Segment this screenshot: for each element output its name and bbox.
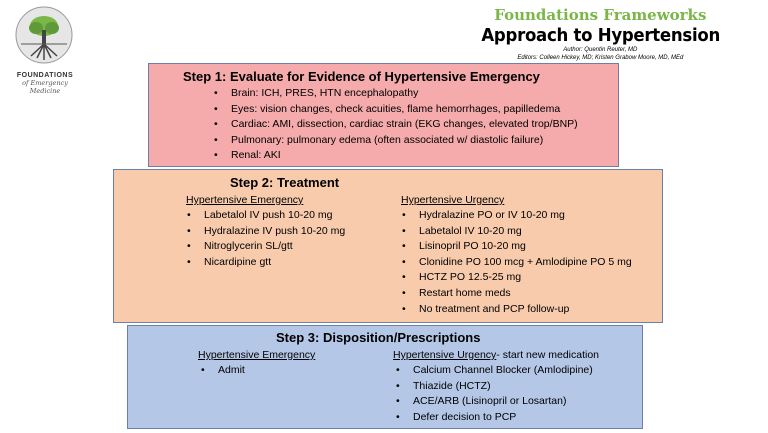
list-item: • Renal: AKI (211, 148, 578, 164)
list-item: • Eyes: vision changes, check acuities, flame hemorrhages, papilledema (211, 102, 578, 118)
list-item: • Defer decision to PCP (393, 410, 593, 426)
step3-urgency-title: Hypertensive Urgency (393, 349, 497, 361)
step2-title: Step 2: Treatment (230, 175, 340, 190)
list-item: • ACE/ARB (Lisinopril or Losartan) (393, 394, 593, 410)
step3-urgency-heading (393, 349, 599, 361)
step1-list (211, 86, 578, 164)
step2-emergency-list (184, 208, 345, 270)
list-item: • Cardiac: AMI, dissection, cardiac strain (EKG changes, elevated trop/BNP) (211, 117, 578, 133)
list-item: • Labetalol IV push 10-20 mg (184, 208, 345, 224)
tree-logo-icon (15, 6, 73, 64)
header (471, 6, 730, 62)
list-item: • Nicardipine gtt (184, 255, 345, 271)
list-item: • Pulmonary: pulmonary edema (often associated w/ diastolic failure) (211, 133, 578, 149)
step3-emergency-heading: Hypertensive Emergency (198, 349, 316, 361)
step2-box (113, 169, 663, 323)
list-item: • Thiazide (HCTZ) (393, 379, 593, 395)
step2-emergency-heading: Hypertensive Emergency (186, 194, 304, 206)
list-item: • Hydralazine IV push 10-20 mg (184, 224, 345, 240)
step3-title: Step 3: Disposition/Prescriptions (276, 330, 481, 345)
logo-subtitle: of Emergency Medicine (22, 79, 68, 95)
list-item: • Restart home meds (399, 286, 632, 302)
list-item: • HCTZ PO 12.5-25 mg (399, 270, 632, 286)
step2-urgency-heading: Hypertensive Urgency (401, 194, 505, 206)
foundations-logo (8, 6, 82, 95)
author-credit: Author: Quentin Reuter, MD (563, 47, 638, 53)
step3-emergency-list (198, 363, 245, 379)
brand-title: Foundations Frameworks (494, 6, 707, 24)
step3-box (127, 325, 643, 429)
logo-name: FOUNDATIONS (16, 72, 74, 79)
step3-urgency-suffix: - start new medication (496, 349, 600, 361)
step1-box (148, 63, 619, 167)
list-item: • Admit (198, 363, 245, 379)
list-item: • Lisinopril PO 10-20 mg (399, 239, 632, 255)
step1-title: Step 1: Evaluate for Evidence of Hypertensive Emergency (183, 69, 540, 84)
page-title: Approach to Hypertension (481, 25, 720, 46)
step3-urgency-list (393, 363, 593, 425)
list-item: • Hydralazine PO or IV 10-20 mg (399, 208, 632, 224)
list-item: • No treatment and PCP follow-up (399, 302, 632, 318)
list-item: • Calcium Channel Blocker (Amlodipine) (393, 363, 593, 379)
list-item: • Brain: ICH, PRES, HTN encephalopathy (211, 86, 578, 102)
editors-credit: Editors: Colleen Hickey, MD; Kristen Grabow Moore, MD, MEd (517, 55, 684, 61)
step2-urgency-list (399, 208, 632, 317)
list-item: • Clonidine PO 100 mcg + Amlodipine PO 5 mg (399, 255, 632, 271)
list-item: • Labetalol IV 10-20 mg (399, 224, 632, 240)
list-item: • Nitroglycerin SL/gtt (184, 239, 345, 255)
